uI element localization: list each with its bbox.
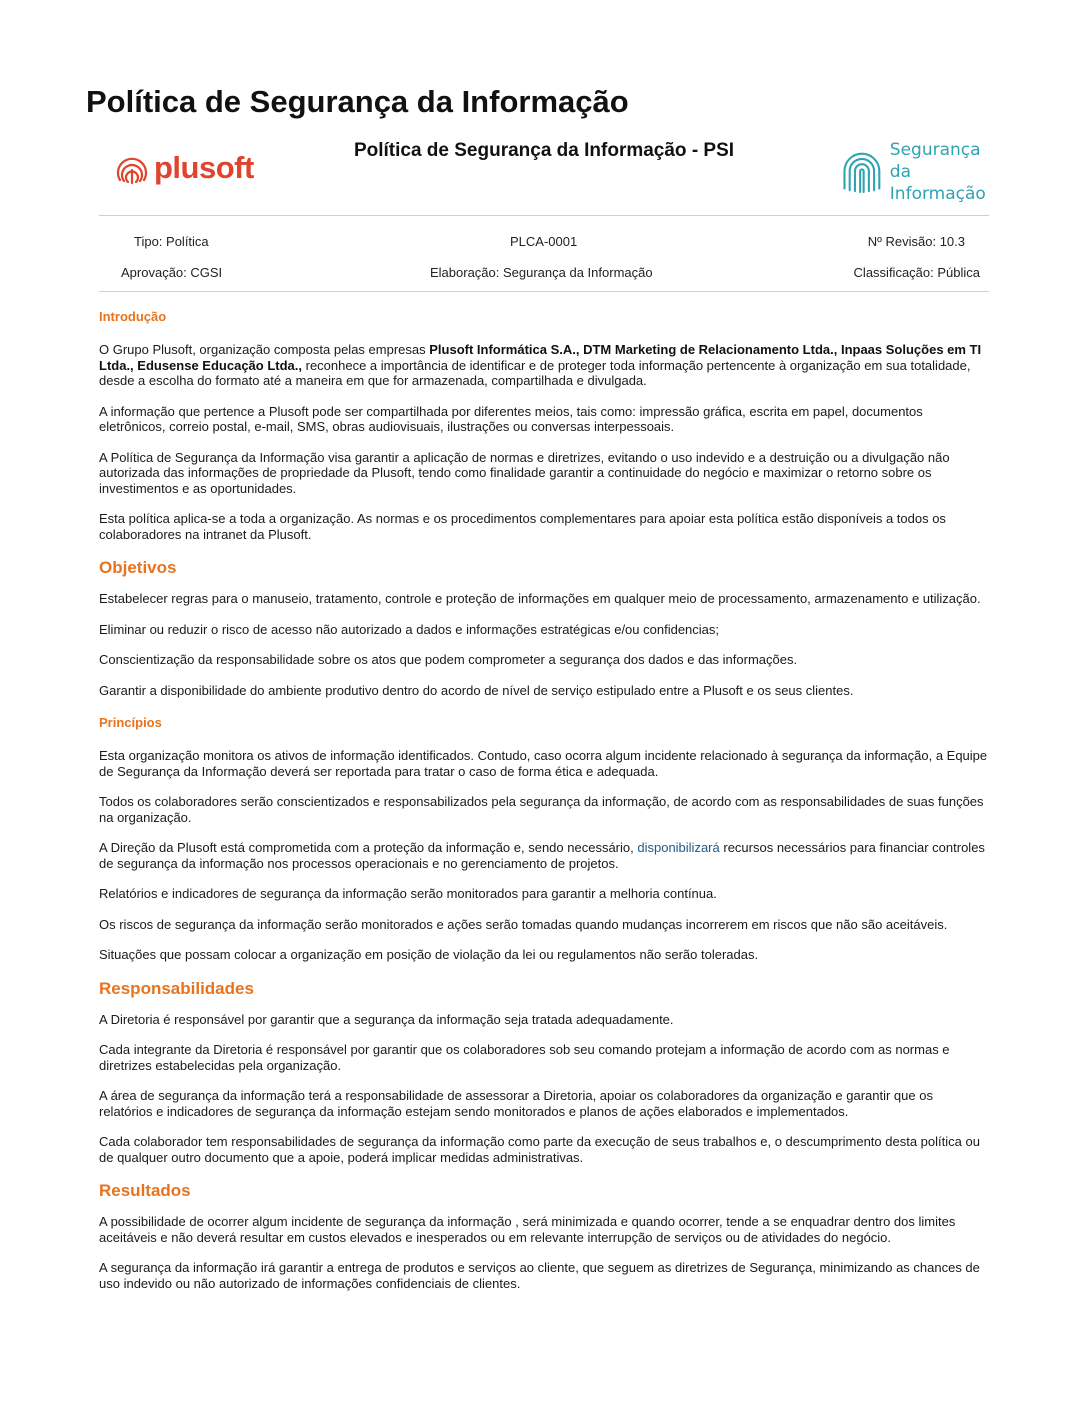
meta-divider: [99, 291, 989, 292]
section-principios: [99, 713, 989, 963]
page-title: Política de Segurança da Informação: [86, 84, 629, 119]
paragraph: Estabelecer regras para o manuseio, tratamento, controle e proteção de informações em qualquer meio de processamento, armazenamento e utilização.: [99, 591, 981, 606]
meta-classificacao: Classificação: Pública: [853, 265, 980, 280]
section-resultados: [99, 1180, 989, 1291]
meta-elaboracao: Elaboração: Segurança da Informação: [430, 265, 653, 280]
heading-introducao: Introdução: [99, 309, 167, 324]
document-header: [99, 136, 989, 216]
paragraph-text: recursos necessários para financiar controles de segurança da informação nos processos operacionais e no gerenciamento de projetos.: [99, 840, 985, 871]
paragraph: Conscientização da responsabilidade sobre os atos que podem comprometer a segurança dos dados e das informações.: [99, 652, 798, 667]
paragraph: A Política de Segurança da Informação visa garantir a aplicação de normas e diretrizes, evitando o uso indevido e a destruição ou a divulgação não autorizada das informações de propriedade da Plusoft, tendo como finalidade garantir a continuidade do negócio e maximizar o retorno sobre os investimentos e as oportunidades.: [99, 449, 950, 496]
paragraph: Esta política aplica-se a toda a organização. As normas e os procedimentos complementares para apoiar esta política estão disponíveis a todos os colaboradores na intranet da Plusoft.: [99, 511, 946, 542]
security-logo-line1: Segurança da: [889, 140, 981, 182]
paragraph: A possibilidade de ocorrer algum incidente de segurança da informação , será minimizada e quando ocorrer, tende a se enquadrar dentro dos limites aceitáveis e não deverá resultar em custos elevados e inesperados ou em relevante interrupção de serviços ou de atividades do negócio.: [99, 1214, 956, 1245]
paragraph: A área de segurança da informação terá a responsabilidade de assessorar a Diretoria, apoiar os colaboradores da organização e garantir que os relatórios e indicadores de segurança da informação estejam sendo monitorados e planos de ações elaborados e implementados.: [99, 1088, 933, 1119]
header-divider: [99, 215, 989, 216]
section-objetivos: [99, 557, 989, 698]
heading-principios: Princípios: [99, 715, 162, 730]
paragraph: Cada colaborador tem responsabilidades de segurança da informação como parte da execução de seus trabalhos e, o descumprimento desta política ou de qualquer outro documento que a apoie, poderá implicar medidas administrativas.: [99, 1134, 980, 1165]
paragraph-text: A Direção da Plusoft está comprometida com a proteção da informação e, sendo necessário,: [99, 840, 638, 855]
meta-tipo: Tipo: Política: [134, 234, 209, 249]
document-body: [99, 307, 989, 1306]
paragraph-text: O Grupo Plusoft, organização composta pelas empresas: [99, 342, 430, 357]
heading-objetivos: Objetivos: [99, 558, 177, 577]
paragraph: A Diretoria é responsável por garantir que a segurança da informação seja tratada adequadamente.: [99, 1011, 674, 1027]
paragraph: Eliminar ou reduzir o risco de acesso não autorizado a dados e informações estratégicas e/ou confidencias;: [99, 621, 720, 637]
paragraph: Garantir a disponibilidade do ambiente produtivo dentro do acordo de nível de serviço estipulado entre a Plusoft e os seus clientes.: [99, 682, 854, 698]
section-responsabilidades: [99, 978, 989, 1166]
document-subtitle: Política de Segurança da Informação - PSI: [353, 140, 735, 161]
paragraph-text: reconhece a importância de identificar e de proteger toda informação pertencente à organização em sua totalidade, desde a escolha do formato até a maneira em que for armazenada, compartilhada e divulgada.: [99, 357, 971, 388]
paragraph: Os riscos de segurança da informação serão monitorados e ações serão tomadas quando mudanças incorrerem em riscos que não são aceitáveis.: [99, 916, 948, 932]
plusoft-logo: [114, 150, 254, 186]
paragraph: Cada integrante da Diretoria é responsável por garantir que os colaboradores sob seu comando protejam a informação de acordo com as normas e diretrizes estabelecidas pela organização.: [99, 1042, 950, 1073]
paragraph: Relatórios e indicadores de segurança da informação serão monitorados para garantir a melhoria contínua.: [99, 886, 717, 901]
paragraph: Esta organização monitora os ativos de informação identificados. Contudo, caso ocorra algum incidente relacionado à segurança da informação, a Equipe de Segurança da Informação deverá ser reportada para tratar o caso de forma ética e adequada.: [99, 748, 988, 779]
meta-codigo: PLCA-0001: [510, 234, 578, 249]
security-logo-line2: Informação: [889, 184, 986, 204]
paragraph: Situações que possam colocar a organização em posição de violação da lei ou regulamentos não serão toleradas.: [99, 947, 759, 962]
security-fingerprint-icon: [841, 147, 883, 197]
plusoft-fingerprint-icon: [114, 150, 150, 186]
heading-responsabilidades: Responsabilidades: [99, 978, 254, 998]
security-logo: [841, 139, 992, 205]
paragraph: [99, 342, 989, 389]
meta-row-1: [99, 234, 989, 254]
company-names: Plusoft Informática S.A., DTM Marketing de Relacionamento Ltda., Inpaas Soluções em TI Ltda., Edusense Educação Ltda.,: [99, 342, 982, 373]
highlighted-word: disponibilizará: [637, 840, 720, 855]
paragraph: [99, 840, 989, 871]
meta-row-2: [99, 265, 989, 285]
section-introducao: [99, 307, 989, 542]
paragraph: Todos os colaboradores serão conscientizados e responsabilizados pela segurança da informação, de acordo com as responsabilidades de suas funções na organização.: [99, 794, 984, 825]
meta-aprovacao: Aprovação: CGSI: [121, 265, 223, 280]
paragraph: A informação que pertence a Plusoft pode ser compartilhada por diferentes meios, tais como: impressão gráfica, escrita em papel, documentos eletrônicos, correio postal, e-mail, SMS, obras audiovisuais, ilustrações ou conversas interpessoais.: [99, 403, 923, 434]
heading-resultados: Resultados: [99, 1181, 191, 1200]
security-logo-text: [890, 139, 992, 205]
paragraph: A segurança da informação irá garantir a entrega de produtos e serviços ao cliente, que seguem as diretrizes de Segurança, minimizando as chances de uso indevido ou não autorizado de informações confidenciais de clientes.: [99, 1260, 980, 1291]
meta-revisao: Nº Revisão: 10.3: [867, 234, 965, 249]
plusoft-logo-text: plusoft: [154, 150, 254, 185]
